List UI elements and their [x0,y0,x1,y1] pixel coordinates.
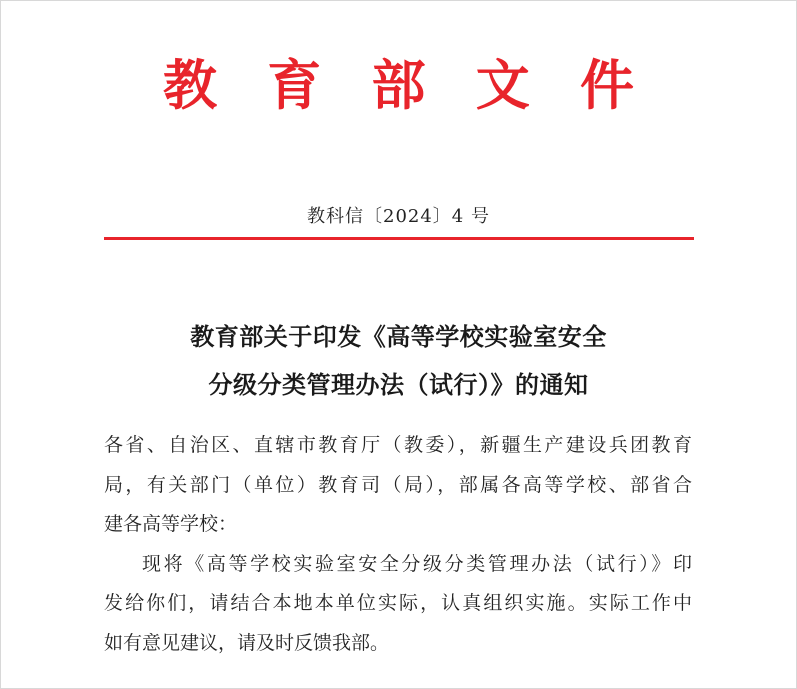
red-header-masthead [101,53,696,117]
masthead-char: 文 [475,53,530,117]
recipients-line: 局，有关部门（单位）教育司（局），部属各高等学校、部省合 [104,473,692,496]
red-separator-line [104,237,694,240]
masthead-char: 件 [580,53,634,117]
body-paragraph-line: 现将《高等学校实验室安全分级分类管理办法（试行）》印 [142,552,692,575]
notice-title-line-1: 教育部关于印发《高等学校实验室安全 [190,323,607,351]
masthead-char: 教 [163,53,217,117]
body-paragraph-line: 如有意见建议，请及时反馈我部。 [104,631,390,654]
recipients-line: 各省、自治区、直辖市教育厅（教委），新疆生产建设兵团教育 [104,434,692,456]
masthead-char: 育 [267,53,322,117]
recipients-line: 建各高等学校： [104,513,238,535]
document-number: 教科信〔2024〕4 号 [307,206,490,227]
masthead-char: 部 [371,53,426,117]
notice-title-line-2: 分级分类管理办法（试行）》的通知 [208,371,589,399]
body-paragraph-line: 发给你们，请结合本地本单位实际，认真组织实施。实际工作中 [104,592,692,614]
